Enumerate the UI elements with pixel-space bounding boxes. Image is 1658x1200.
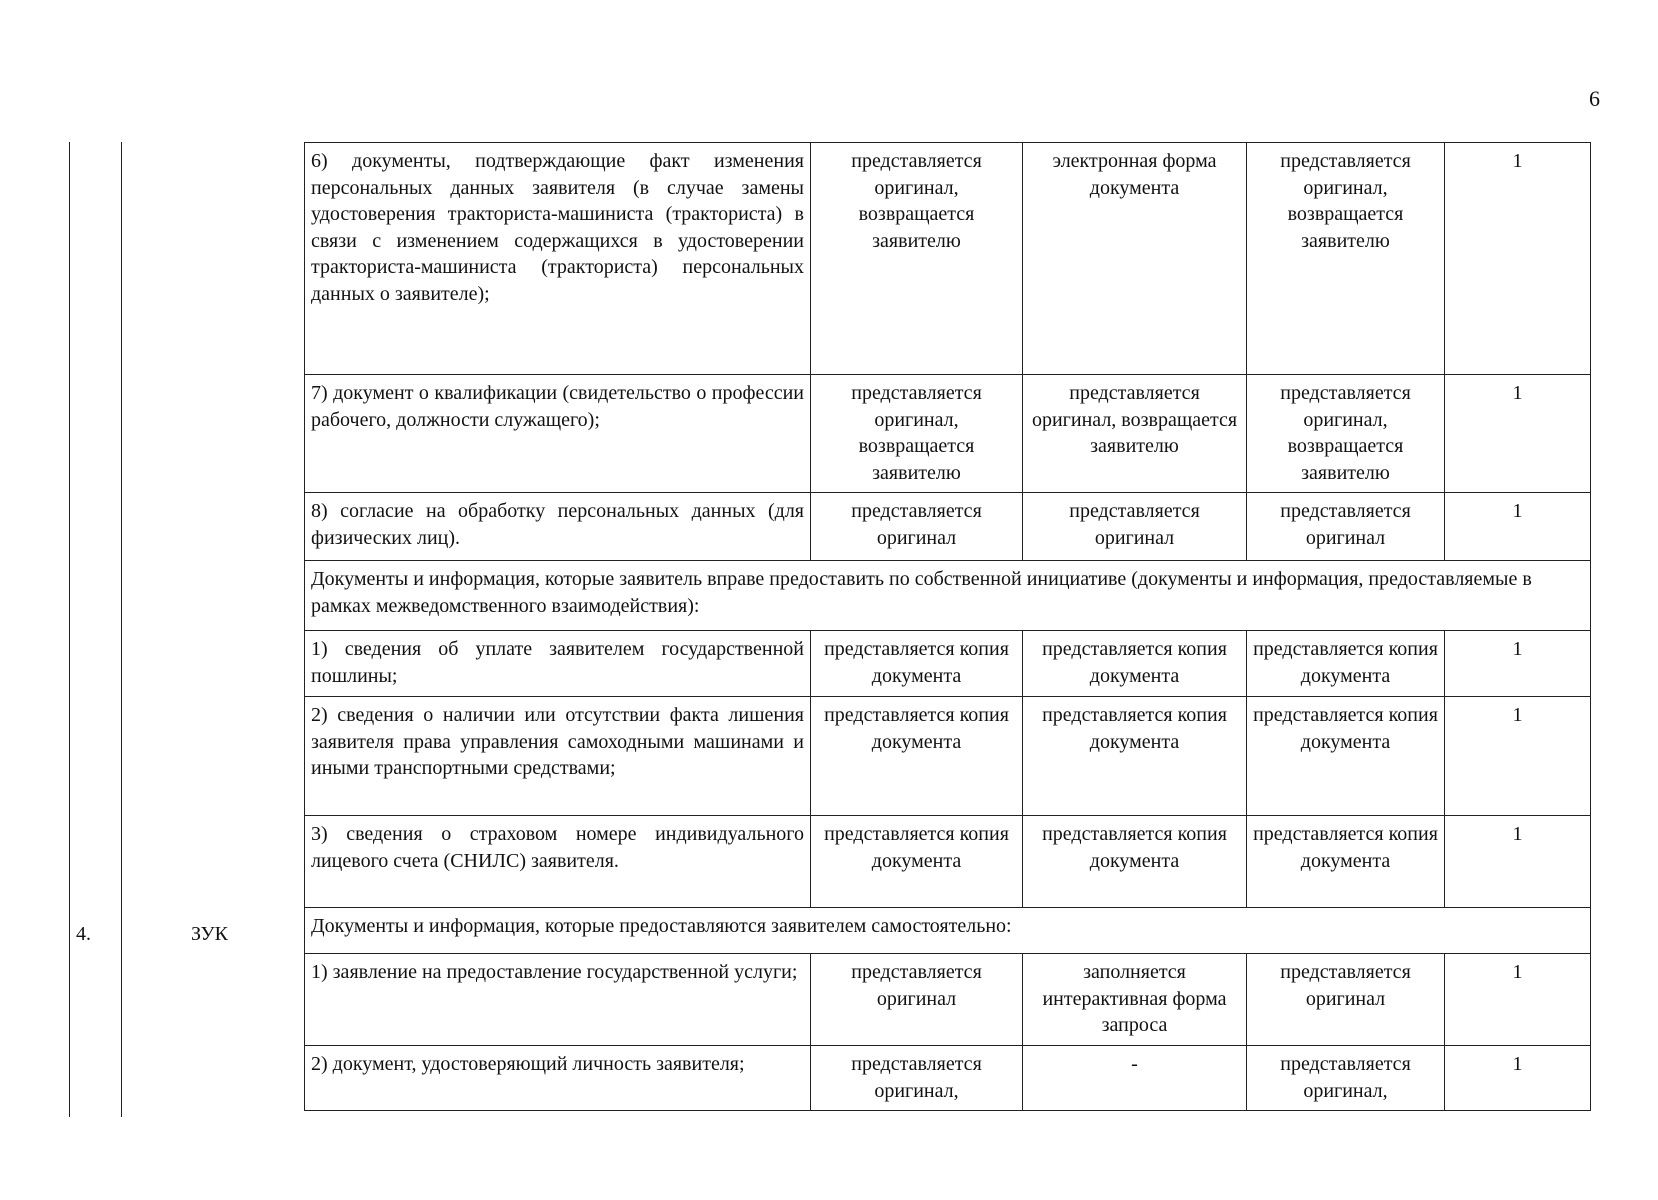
electronic-form-cell: -	[1023, 1046, 1247, 1111]
section-heading: Документы и информация, которые предоставляются заявителем самостоятельно:	[305, 908, 1591, 954]
quantity-cell: 1	[1445, 375, 1591, 493]
document-name-cell: 6) документы, подтверждающие факт изменения персональных данных заявителя (в случае замены удостоверения тракториста-машиниста (тракториста) в связи с изменением содержащихся в удостоверении тракториста-машиниста (тракториста) персональных данных о заявителе);	[305, 143, 811, 375]
table-row	[305, 375, 1591, 493]
documents-table	[304, 142, 1591, 1111]
table-row	[305, 143, 1591, 375]
section-heading: Документы и информация, которые заявитель вправе предоставить по собственной инициативе (документы и информация, предоставляемые в рамках межведомственного взаимодействия):	[305, 561, 1591, 631]
electronic-form-cell: представляется оригинал	[1023, 493, 1247, 561]
table-row	[305, 816, 1591, 908]
table-row	[305, 631, 1591, 697]
mfc-submission-cell: представляется оригинал,	[1247, 1046, 1445, 1111]
mfc-submission-cell: представляется копия документа	[1247, 631, 1445, 697]
electronic-form-cell: заполняется интерактивная форма запроса	[1023, 954, 1247, 1046]
document-name-cell: 7) документ о квалификации (свидетельство о профессии рабочего, должности служащего);	[305, 375, 811, 493]
document-name-cell: 2) документ, удостоверяющий личность заявителя;	[305, 1046, 811, 1111]
quantity-cell: 1	[1445, 954, 1591, 1046]
quantity-cell: 1	[1445, 816, 1591, 908]
document-name-cell: 8) согласие на обработку персональных данных (для физических лиц).	[305, 493, 811, 561]
submission-method-cell: представляется оригинал,	[811, 1046, 1023, 1111]
submission-method-cell: представляется оригинал	[811, 493, 1023, 561]
left-column-border	[69, 142, 70, 1117]
mfc-submission-cell: представляется копия документа	[1247, 816, 1445, 908]
submission-method-cell: представляется копия документа	[811, 816, 1023, 908]
submission-method-cell: представляется копия документа	[811, 697, 1023, 816]
quantity-cell: 1	[1445, 1046, 1591, 1111]
submission-method-cell: представляется оригинал	[811, 954, 1023, 1046]
row-code: ЗУК	[191, 923, 229, 945]
document-name-cell: 2) сведения о наличии или отсутствии факта лишения заявителя права управления самоходными машинами и иными транспортными средствами;	[305, 697, 811, 816]
section-row	[305, 908, 1591, 954]
section-row	[305, 561, 1591, 631]
document-name-cell: 1) заявление на предоставление государственной услуги;	[305, 954, 811, 1046]
electronic-form-cell: представляется оригинал, возвращается заявителю	[1023, 375, 1247, 493]
table-row	[305, 954, 1591, 1046]
mfc-submission-cell: представляется оригинал, возвращается заявителю	[1247, 143, 1445, 375]
quantity-cell: 1	[1445, 493, 1591, 561]
document-name-cell: 1) сведения об уплате заявителем государственной пошлины;	[305, 631, 811, 697]
submission-method-cell: представляется оригинал, возвращается заявителю	[811, 143, 1023, 375]
table-row	[305, 493, 1591, 561]
submission-method-cell: представляется копия документа	[811, 631, 1023, 697]
electronic-form-cell: электронная форма документа	[1023, 143, 1247, 375]
page-number: 6	[1589, 86, 1600, 111]
electronic-form-cell: представляется копия документа	[1023, 697, 1247, 816]
electronic-form-cell: представляется копия документа	[1023, 631, 1247, 697]
quantity-cell: 1	[1445, 631, 1591, 697]
row-number: 4.	[76, 923, 91, 945]
electronic-form-cell: представляется копия документа	[1023, 816, 1247, 908]
mfc-submission-cell: представляется оригинал, возвращается заявителю	[1247, 375, 1445, 493]
document-name-cell: 3) сведения о страховом номере индивидуального лицевого счета (СНИЛС) заявителя.	[305, 816, 811, 908]
mfc-submission-cell: представляется оригинал	[1247, 493, 1445, 561]
quantity-cell: 1	[1445, 697, 1591, 816]
mfc-submission-cell: представляется оригинал	[1247, 954, 1445, 1046]
table-row	[305, 697, 1591, 816]
mfc-submission-cell: представляется копия документа	[1247, 697, 1445, 816]
quantity-cell: 1	[1445, 143, 1591, 375]
table-row	[305, 1046, 1591, 1111]
left-column-border	[121, 142, 122, 1117]
submission-method-cell: представляется оригинал, возвращается заявителю	[811, 375, 1023, 493]
